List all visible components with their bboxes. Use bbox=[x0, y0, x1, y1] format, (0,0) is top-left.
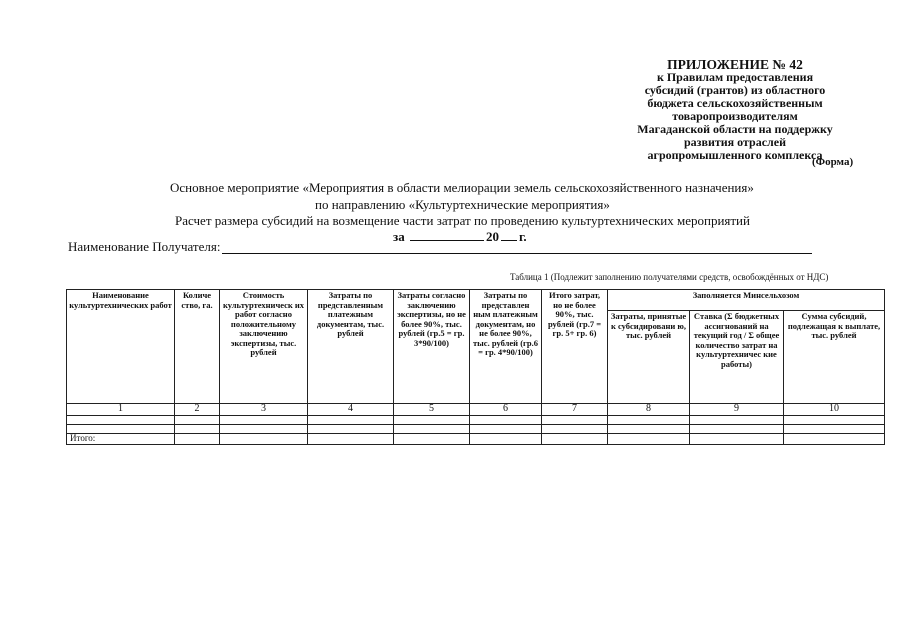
form-label: (Форма) bbox=[812, 156, 854, 168]
group-header: Заполняется Минсельхозом bbox=[608, 290, 885, 311]
table-header-row bbox=[67, 290, 885, 311]
column-header: Затраты по представлен ным платежным документам, но не более 90%, тыс. рублей (гр.6 = гр. 4*90/100) bbox=[470, 290, 542, 404]
total-row bbox=[67, 434, 885, 445]
column-header: Сумма субсидий, подлежащая к выплате, тыс. рублей bbox=[784, 311, 885, 404]
calculation-title: Расчет размера субсидий на возмещение части затрат по проведению культуртехнических мероприятий bbox=[175, 213, 750, 228]
column-number: 4 bbox=[308, 404, 394, 416]
column-number: 3 bbox=[220, 404, 308, 416]
appendix-line: бюджета сельскохозяйственным bbox=[647, 96, 823, 110]
appendix-line: субсидий (грантов) из областного bbox=[644, 83, 826, 97]
column-number: 7 bbox=[542, 404, 608, 416]
direction-title: по направлению «Культуртехнические мероприятия» bbox=[315, 197, 610, 212]
appendix-line: товаропроизводителям bbox=[672, 109, 798, 123]
column-number: 5 bbox=[394, 404, 470, 416]
column-header: Стоимость культуртехническ их работ согласно положительному заключению экспертизы, тыс. рублей bbox=[220, 290, 308, 404]
column-numbers-row bbox=[67, 404, 885, 416]
appendix-line: Магаданской области на поддержку bbox=[637, 122, 833, 136]
column-number: 2 bbox=[175, 404, 220, 416]
period-suffix: г. bbox=[518, 229, 527, 244]
column-number: 10 bbox=[784, 404, 885, 416]
recipient-field[interactable] bbox=[222, 253, 812, 254]
appendix-line: к Правилам предоставления bbox=[656, 70, 814, 84]
table-row[interactable] bbox=[67, 416, 885, 425]
period-year-blank-field[interactable] bbox=[501, 229, 517, 241]
appendix-line: развития отраслей bbox=[683, 135, 787, 149]
main-event-title: Основное мероприятие «Мероприятия в области мелиорации земель сельскохозяйственного назначения» bbox=[170, 180, 754, 195]
total-label: Итого: bbox=[67, 434, 175, 445]
column-header: Ставка (Σ бюджетных ассигнований на текущий год / Σ общее количество затрат на культуртехничес кие работы) bbox=[690, 311, 784, 404]
period-prefix: за bbox=[393, 229, 405, 244]
column-number: 6 bbox=[470, 404, 542, 416]
table-row[interactable] bbox=[67, 425, 885, 434]
column-number: 8 bbox=[608, 404, 690, 416]
column-header: Затраты по представленным платежным документам, тыс. рублей bbox=[308, 290, 394, 404]
period-year: 20 bbox=[485, 229, 499, 244]
column-header: Затраты согласно заключению экспертизы, но не более 90%, тыс. рублей (гр.5 = гр. 3*90/100) bbox=[394, 290, 470, 404]
period-blank-field[interactable] bbox=[410, 229, 484, 241]
column-header: Наименование культуртехнических работ bbox=[67, 290, 175, 404]
period-line bbox=[393, 229, 527, 245]
column-header: Количе ство, га. bbox=[175, 290, 220, 404]
column-number: 9 bbox=[690, 404, 784, 416]
appendix-line: агропромышленного комплекса bbox=[647, 148, 823, 162]
subsidy-table bbox=[66, 289, 885, 445]
table-caption: Таблица 1 (Подлежит заполнению получателями средств, освобождённых от НДС) bbox=[510, 272, 829, 282]
column-header: Затраты, принятые к субсидировани ю, тыс. рублей bbox=[608, 311, 690, 404]
appendix-title: ПРИЛОЖЕНИЕ № 42 bbox=[667, 57, 803, 72]
column-header: Итого затрат, но не более 90%, тыс. рублей (гр.7 = гр. 5+ гр. 6) bbox=[542, 290, 608, 404]
recipient-label: Наименование Получателя: bbox=[68, 239, 221, 254]
column-number: 1 bbox=[67, 404, 175, 416]
appendix-block bbox=[615, 58, 855, 162]
